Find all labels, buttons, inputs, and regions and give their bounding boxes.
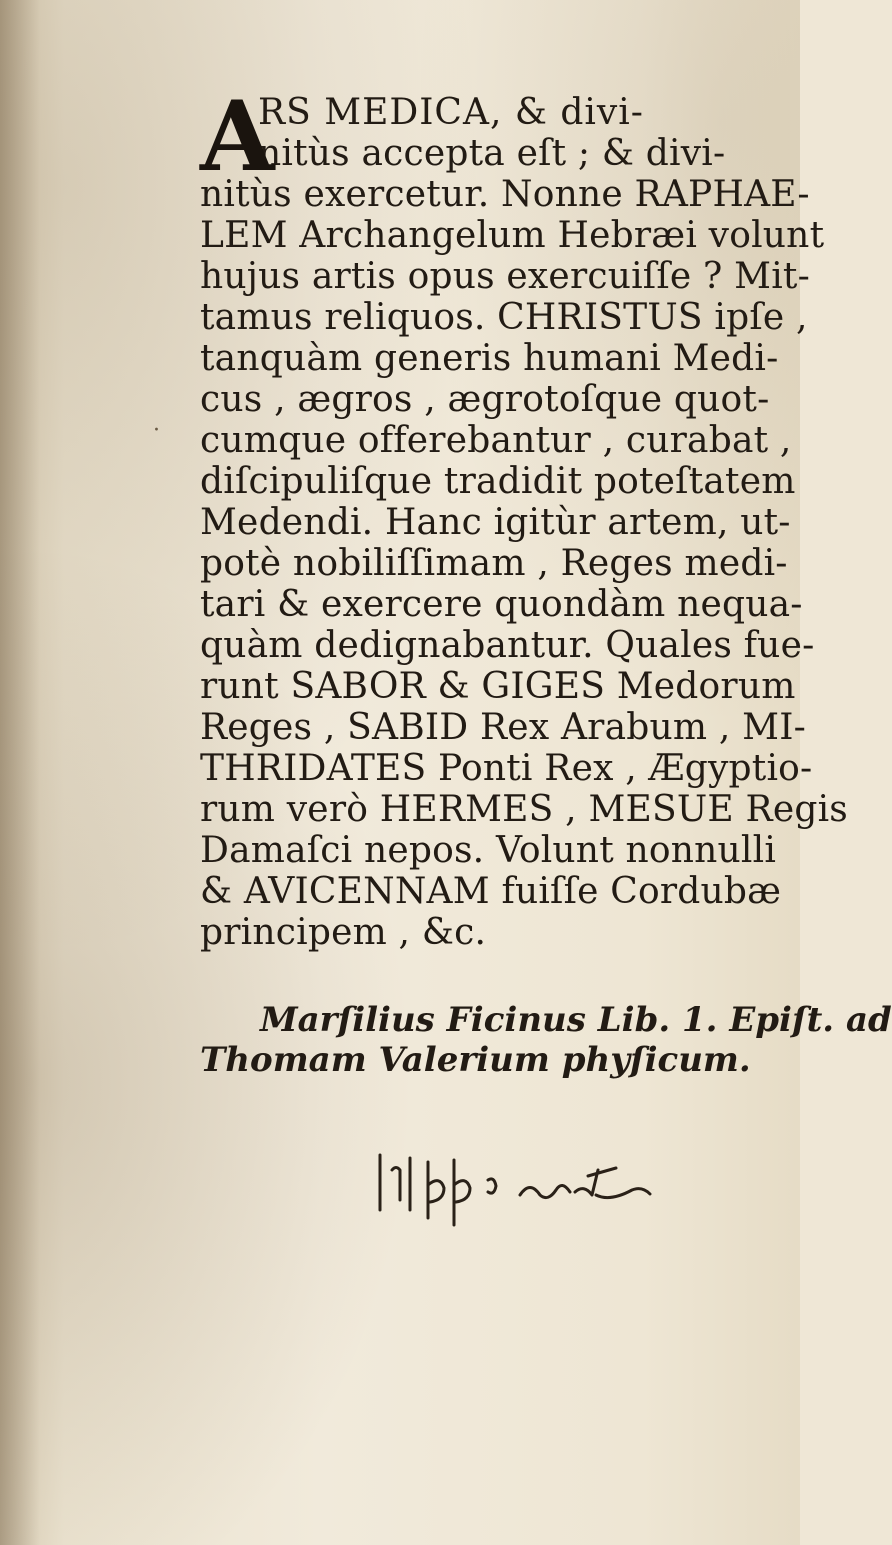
text-line-9: cumque offerebantur , curabat , bbox=[200, 420, 792, 461]
text-line-13: tari & exercere quondàm nequa- bbox=[200, 584, 803, 625]
text-line-18: rum verò HERMES , MESUE Regis bbox=[200, 789, 848, 830]
text-line-20: & AVICENNAM fuiſſe Cordubæ bbox=[200, 871, 782, 912]
drop-initial: A bbox=[200, 80, 275, 193]
citation-line-1: Marſilius Ficinus Lib. 1. Epiſt. ad bbox=[260, 1000, 892, 1040]
text-line-11: Medendi. Hanc igitùr artem, ut- bbox=[200, 502, 791, 543]
text-line-19: Damaſci nepos. Volunt nonnulli bbox=[200, 830, 777, 871]
text-line-14: quàm dedignabantur. Quales fue- bbox=[200, 625, 815, 666]
main-text bbox=[200, 80, 848, 953]
margin-mark: · bbox=[153, 418, 160, 443]
handwritten-signature bbox=[370, 1140, 670, 1230]
text-line-15: runt SABOR & GIGES Medorum bbox=[200, 666, 796, 707]
text-line-6: tamus reliquos. CHRISTUS ipſe , bbox=[200, 297, 808, 338]
text-line-17: THRIDATES Ponti Rex , Ægyptio- bbox=[200, 748, 813, 789]
text-line-4: LEM Archangelum Hebræi volunt bbox=[200, 215, 825, 256]
text-line-21: principem , &c. bbox=[200, 912, 487, 953]
text-line-16: Reges , SABID Rex Arabum , MI- bbox=[200, 707, 806, 748]
text-line-10: diſcipuliſque tradidit poteſtatem bbox=[200, 461, 796, 502]
text-line-3: nitùs exercetur. Nonne RAPHAE- bbox=[200, 174, 810, 215]
citation-line-2: Thomam Valerium phyſicum. bbox=[200, 1040, 751, 1080]
text-line-8: cus , ægros , ægrotoſque quot- bbox=[200, 379, 770, 420]
text-line-7: tanquàm generis humani Medi- bbox=[200, 338, 779, 379]
text-line-2: nitùs accepta eſt ; & divi- bbox=[258, 133, 726, 174]
text-line-1: RS MEDICA, & divi- bbox=[258, 92, 644, 133]
text-line-5: hujus artis opus exercuiſſe ? Mit- bbox=[200, 256, 810, 297]
citation bbox=[200, 1000, 892, 1080]
text-line-12: potè nobiliſſimam , Reges medi- bbox=[200, 543, 788, 584]
page-gutter-shadow bbox=[0, 0, 40, 1545]
